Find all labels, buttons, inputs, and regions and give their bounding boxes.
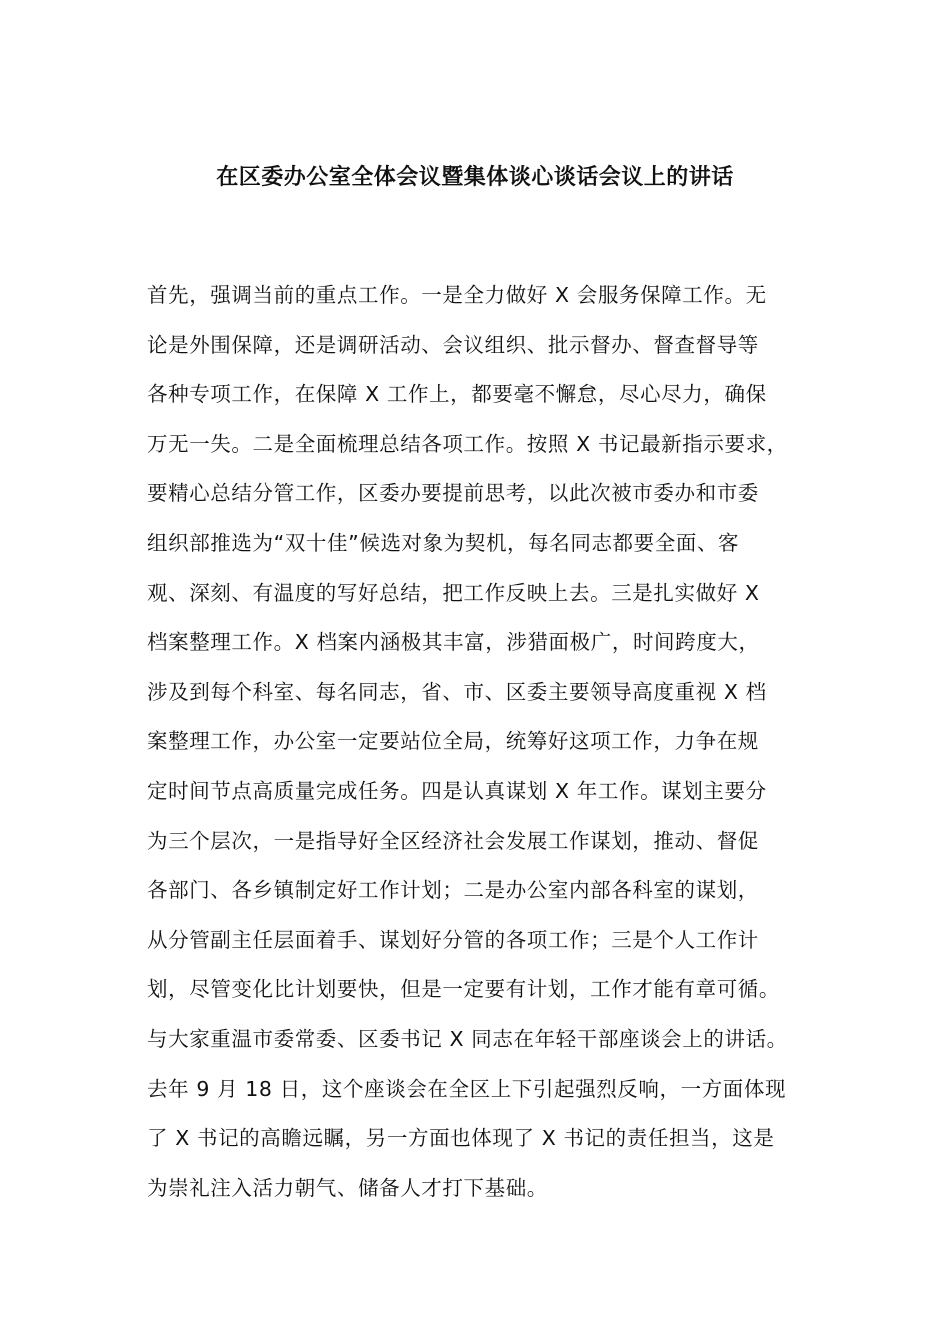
body-line: 为三个层次，一是指导好全区经济社会发展工作谋划，推动、督促 xyxy=(147,828,759,853)
document-title: 在区委办公室全体会议暨集体谈心谈话会议上的讲话 xyxy=(216,165,734,190)
body-line: 各种专项工作，在保障 X 工作上，都要毫不懈怠，尽心尽力，确保 xyxy=(147,382,767,407)
body-line: 要精心总结分管工作，区委办要提前思考，以此次被市委办和市委 xyxy=(147,481,759,506)
body-line: 万无一失。二是全面梳理总结各项工作。按照 X 书记最新指示要求， xyxy=(147,431,788,456)
body-line: 定时间节点高质量完成任务。四是认真谋划 X 年工作。谋划主要分 xyxy=(147,778,767,803)
body-line: 各部门、各乡镇制定好工作计划；二是办公室内部各科室的谋划， xyxy=(147,878,759,903)
body-line: 首先，强调当前的重点工作。一是全力做好 X 会服务保障工作。无 xyxy=(147,283,767,307)
body-line: 去年 9 月 18 日，这个座谈会在全区上下引起强烈反响，一方面体现 xyxy=(147,1076,787,1101)
document-body xyxy=(147,277,837,1219)
body-line: 为崇礼注入活力朝气、储备人才打下基础。 xyxy=(147,1175,548,1200)
body-line: 与大家重温市委常委、区委书记 X 同志在年轻干部座谈会上的讲话。 xyxy=(147,1026,788,1051)
body-line: 划，尽管变化比计划要快，但是一定要有计划，工作才能有章可循。 xyxy=(147,977,780,1002)
body-line: 从分管副主任层面着手、谋划好分管的各项工作；三是个人工作计 xyxy=(147,927,759,952)
body-line: 了 X 书记的高瞻远瞩，另一方面也体现了 X 书记的责任担当，这是 xyxy=(147,1126,775,1151)
body-line: 涉及到每个科室、每名同志，省、市、区委主要领导高度重视 X 档 xyxy=(147,679,767,704)
body-line: 观、深刻、有温度的写好总结，把工作反映上去。三是扎实做好 X xyxy=(147,580,760,605)
body-line: 论是外围保障，还是调研活动、会议组织、批示督办、督查督导等 xyxy=(147,332,759,357)
body-line: 组织部推选为“双十佳”候选对象为契机，每名同志都要全面、客 xyxy=(147,530,740,555)
body-line: 档案整理工作。X 档案内涵极其丰富，涉猎面极广，时间跨度大， xyxy=(147,630,760,655)
body-line: 案整理工作，办公室一定要站位全局，统筹好这项工作，力争在规 xyxy=(147,729,759,754)
